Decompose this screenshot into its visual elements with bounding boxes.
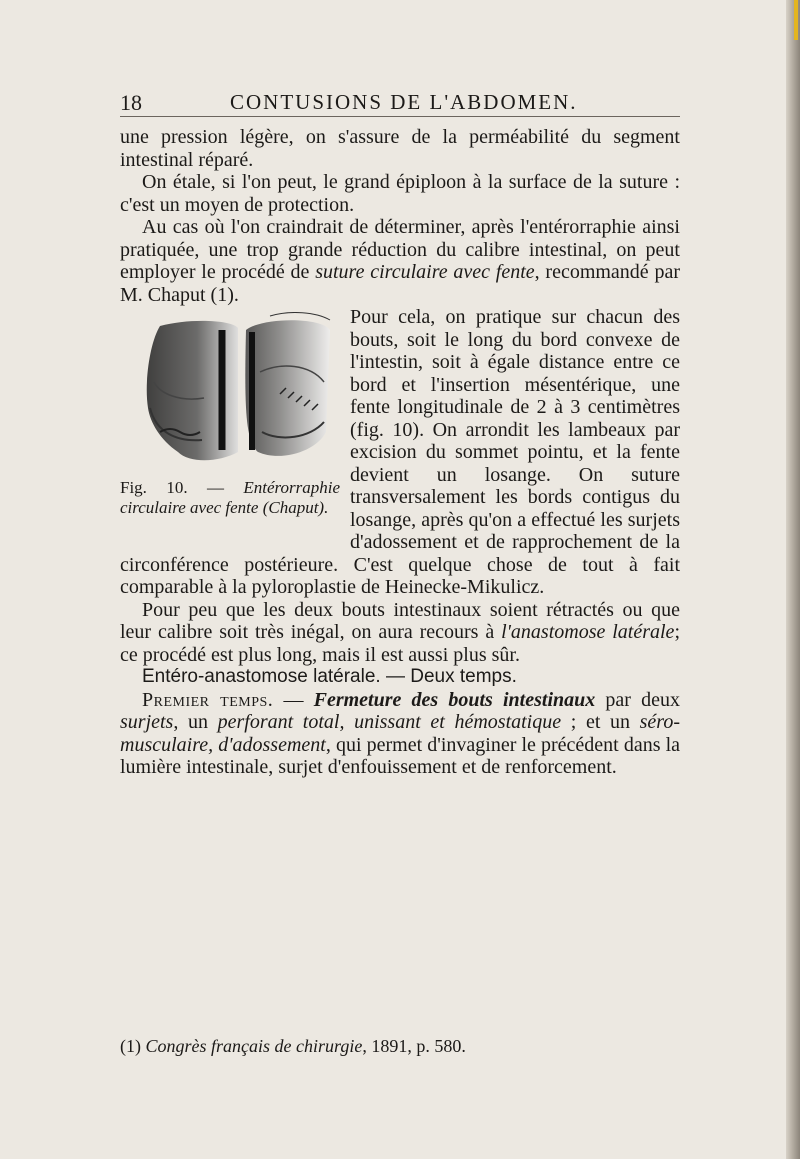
paragraph: On étale, si l'on peut, le grand épiploon à la surface de la suture : c'est un moyen de protection. <box>120 171 680 216</box>
figure-caption-text: Entérorraphie circulaire avec fente (Chaput). <box>120 478 340 517</box>
technique-name: suture circulaire avec fente <box>315 261 535 283</box>
step-title: Fermeture des bouts intestinaux <box>313 688 596 711</box>
header-rule <box>120 116 680 117</box>
page-edge <box>786 0 800 1159</box>
footnote: (1) Congrès français de chirurgie, 1891, p. 580. <box>120 1036 466 1056</box>
running-head: CONTUSIONS DE L'ABDOMEN. <box>230 90 578 114</box>
paragraph: Pour cela, on pratique sur chacun des bouts, soit le long du bord convexe de l'intestin, soit à égale distance entre ce bord et l'insertion mésentérique, une fente longitudinale de 2 à 3 centimètres (fig. 10). On arrondit les lambeaux par excision du sommet pointu, et la fente devient un losange. On suture transversalement les bords contigus du losange, après qu'on a effectué les surjets d'adossement et de rapprochement de la circonférence postérieure. C'est quelque chose de tout à fait comparable à la pyloroplastie de Heinecke-Mikulicz. <box>120 306 680 598</box>
figure-label: Fig. 10. — <box>120 478 224 497</box>
footnote-source: Congrès français de chirurgie <box>145 1036 363 1056</box>
paragraph: Pour peu que les deux bouts intestinaux soient rétractés ou que leur calibre soit très inégal, on aura recours à l'anastomose latérale; ce procédé est plus long, mais il est aussi plus sûr. <box>120 598 680 666</box>
section-heading: Entéro-anastomose latérale. — Deux temps. <box>142 666 517 687</box>
page-edge-accent <box>794 0 798 40</box>
figure-caption <box>120 478 340 518</box>
paragraph: une pression légère, on s'assure de la perméabilité du segment intestinal réparé. <box>120 126 680 171</box>
step-label: Premier temps. <box>142 688 274 711</box>
paragraph: Premier temps. — Fermeture des bouts intestinaux par deux surjets, un perforant total, unissant et hémostatique ; et un séro-musculaire, d'adossement, qui permet d'invaginer le précédent dans la lumière intestinale, surjet d'enfouissement et de renforcement. <box>120 688 681 778</box>
intestine-suture-engraving-icon <box>120 312 338 472</box>
body-text <box>120 126 680 779</box>
figure-10 <box>120 312 338 542</box>
paragraph: Au cas où l'on craindrait de déterminer, après l'entérorraphie ainsi pratiquée, une trop grande réduction du calibre intestinal, on peut employer le procédé de suture circulaire avec fente, recommandé par M. Chaput (1). <box>120 216 680 306</box>
page-number: 18 <box>120 90 142 115</box>
technique-name: l'anastomose latérale <box>501 621 675 643</box>
footnote-marker: (1) <box>120 1036 141 1056</box>
